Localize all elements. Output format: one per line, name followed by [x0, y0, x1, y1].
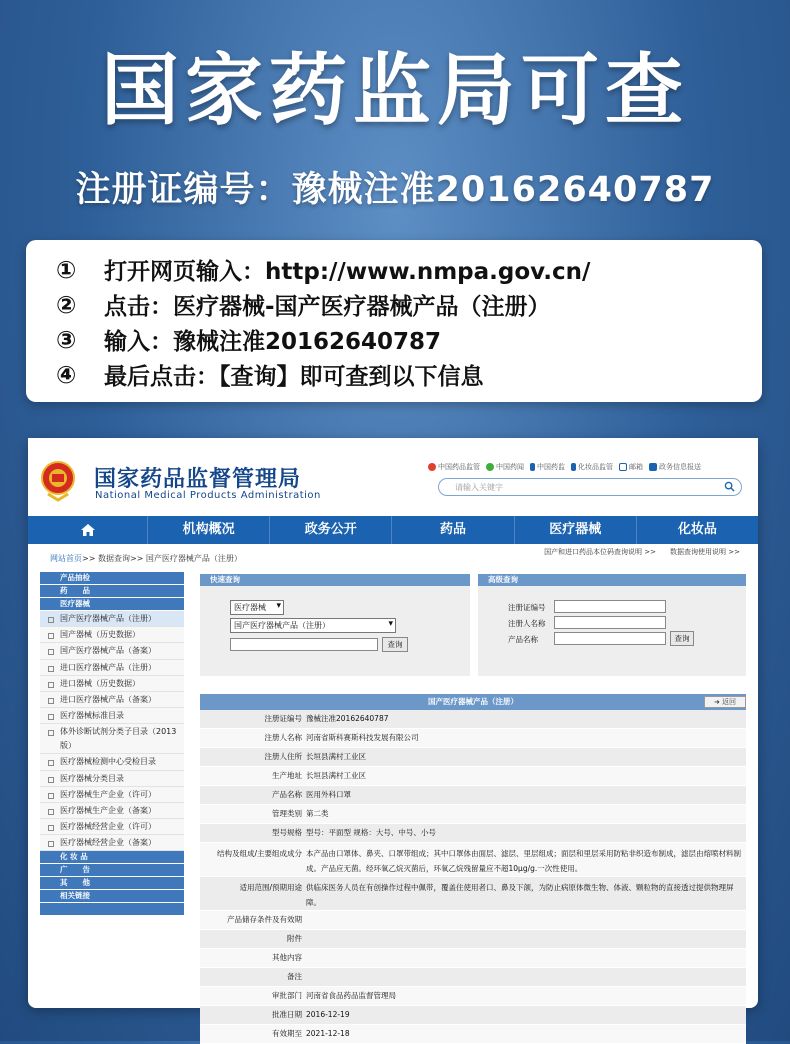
table-row	[200, 748, 746, 767]
step-number: ③	[56, 325, 77, 354]
nav-home[interactable]	[28, 516, 148, 544]
reg-no-input[interactable]	[554, 600, 666, 613]
registrant-input[interactable]	[554, 616, 666, 629]
table-row	[200, 987, 746, 1006]
field-label: 注册证编号	[264, 714, 302, 723]
step-4	[56, 357, 762, 392]
weibo-icon	[428, 463, 436, 471]
top-link[interactable]: 中国药闻	[486, 462, 524, 472]
sidebar-category[interactable]: 广 告	[40, 864, 184, 876]
sidebar-item[interactable]: 医疗器械经营企业（许可）	[40, 819, 184, 835]
field-value: 长垣县满村工业区	[306, 752, 366, 761]
search-icon[interactable]	[724, 481, 735, 492]
national-emblem-icon	[40, 460, 76, 502]
top-link[interactable]: 中国药监	[530, 462, 565, 472]
breadcrumb	[28, 544, 758, 570]
field-value: 长垣县满村工业区	[306, 771, 366, 780]
field-value: 第二类	[306, 809, 329, 818]
headline: 国家药监局可查	[100, 46, 689, 136]
field-label: 管理类别	[272, 809, 302, 818]
site-english-name: National Medical Products Administration	[95, 490, 321, 501]
table-row	[200, 767, 746, 786]
sidebar-item[interactable]: 医疗器械经营企业（备案）	[40, 835, 184, 851]
sidebar-item[interactable]: 国产医疗器械产品（注册）	[40, 611, 184, 627]
registrant-label: 注册人名称	[508, 619, 546, 628]
sidebar-category[interactable]: 药 品	[40, 585, 184, 597]
sidebar-item[interactable]: 医疗器械生产企业（许可）	[40, 787, 184, 803]
sidebar-category[interactable]: 其 他	[40, 877, 184, 889]
sidebar-item[interactable]: 进口医疗器械产品（注册）	[40, 660, 184, 676]
field-value: 2021-12-18	[306, 1029, 350, 1038]
table-row	[200, 1025, 746, 1044]
detail-table	[200, 694, 746, 1044]
field-label: 产品储存条件及有效期	[227, 915, 302, 924]
wechat-icon	[486, 463, 494, 471]
quick-query-panel	[200, 574, 470, 676]
top-links	[428, 462, 701, 472]
report-icon	[649, 463, 657, 471]
nav-item-government-affairs[interactable]: 政务公开	[270, 516, 392, 544]
field-value: 型号：平面型 规格：大号、中号、小号	[306, 828, 436, 837]
field-value: 本产品由口罩体、鼻夹、口罩带组成；其中口罩体由面层、滤层、里层组成；面层和里层采用防粘非织造布制成，滤层由熔喷材料制成。产品应无菌。经环氧乙烷灭菌后，环氧乙烷残留量应不超10μg/g.一次性使用。	[306, 849, 741, 873]
nav-item-drugs[interactable]: 药品	[392, 516, 514, 544]
sidebar-item[interactable]: 进口医疗器械产品（备案）	[40, 692, 184, 708]
nav-item-cosmetics[interactable]: 化妆品	[677, 522, 717, 537]
field-label: 注册人名称	[264, 733, 302, 742]
field-label: 型号规格	[272, 828, 302, 837]
sidebar-item[interactable]: 体外诊断试剂分类子目录（2013版）	[40, 724, 184, 754]
table-row	[200, 1006, 746, 1025]
sidebar-category[interactable]: 医疗器械	[40, 598, 184, 610]
detail-rows	[200, 710, 746, 1044]
database-select[interactable]: 国产医疗器械产品（注册） ▾	[230, 618, 396, 633]
quick-query-title: 快速查询	[200, 574, 470, 586]
field-value	[304, 930, 746, 948]
table-row	[200, 805, 746, 824]
phone-icon	[530, 463, 535, 471]
field-label: 结构及组成/主要组成成分	[216, 849, 302, 858]
sidebar-item[interactable]: 医疗器械检测中心受检目录	[40, 754, 184, 770]
step-2	[56, 287, 762, 322]
product-name-label: 产品名称	[508, 635, 538, 644]
table-row	[200, 968, 746, 987]
field-label: 有效期至	[272, 1029, 302, 1038]
table-row	[200, 949, 746, 968]
nav-item-about[interactable]: 机构概况	[148, 516, 270, 544]
table-row	[200, 786, 746, 805]
field-label: 批准日期	[272, 1010, 302, 1019]
sidebar	[40, 572, 184, 915]
sidebar-item[interactable]: 医疗器械分类目录	[40, 771, 184, 787]
step-text: 输入：豫械注准20162640787	[104, 329, 442, 355]
query-help-link[interactable]: 数据查询使用说明 >>	[670, 548, 740, 556]
sidebar-item[interactable]: 进口器械（历史数据）	[40, 676, 184, 692]
site-chinese-name: 国家药品监督管理局	[94, 467, 302, 492]
table-row	[200, 824, 746, 843]
website-screenshot	[28, 438, 758, 1038]
back-button[interactable]: ➜ 返回	[704, 696, 746, 708]
field-value: 河南省食品药品监督管理局	[306, 991, 396, 1000]
field-label: 生产地址	[272, 771, 302, 780]
step-number: ①	[56, 255, 77, 284]
sidebar-item[interactable]: 国产器械（历史数据）	[40, 627, 184, 643]
phone-icon	[571, 463, 576, 471]
field-label: 备注	[287, 972, 302, 981]
table-row	[200, 930, 746, 949]
sidebar-category[interactable]: 化 妆 品	[40, 851, 184, 863]
category-select[interactable]: 医疗器械 ▾	[230, 600, 284, 615]
step-1	[56, 252, 762, 287]
search-placeholder: 请输入关键字	[455, 483, 503, 492]
step-3	[56, 322, 762, 357]
field-label: 附件	[287, 934, 302, 943]
advanced-query-button[interactable]: 查询	[670, 631, 694, 646]
product-name-input[interactable]	[554, 632, 666, 645]
breadcrumb-home-link[interactable]: 网站首页	[50, 554, 82, 563]
field-label: 审批部门	[272, 991, 302, 1000]
field-value	[304, 968, 746, 986]
top-link[interactable]: 政务信息报送	[649, 462, 701, 472]
field-label: 注册人住所	[264, 752, 302, 761]
breadcrumb-path: >> 数据查询>> 国产医疗器械产品（注册）	[82, 554, 242, 563]
field-label: 产品名称	[272, 790, 302, 799]
quick-query-button[interactable]: 查询	[382, 637, 408, 652]
field-value: 河南省斯科赛斯科技发展有限公司	[306, 733, 419, 742]
reg-no-label: 注册证编号	[508, 603, 546, 612]
sidebar-item[interactable]: 医疗器械生产企业（备案）	[40, 803, 184, 819]
sidebar-category[interactable]: 相关链接	[40, 890, 184, 902]
step-number: ②	[56, 290, 77, 319]
step-text: 最后点击：【查询】即可查到以下信息	[104, 364, 484, 390]
table-row	[200, 877, 746, 911]
step-number: ④	[56, 360, 77, 389]
quick-query-input[interactable]	[230, 638, 378, 651]
step-text: 打开网页输入：http://www.nmpa.gov.cn/	[104, 259, 591, 285]
sidebar-item[interactable]: 医疗器械标准目录	[40, 708, 184, 724]
table-row	[200, 843, 746, 877]
site-header	[28, 438, 758, 516]
field-label: 其他内容	[272, 953, 302, 962]
sidebar-item[interactable]: 国产医疗器械产品（备案）	[40, 643, 184, 659]
top-link[interactable]: 化妆品监管	[571, 462, 613, 472]
detail-title-text: 国产医疗器械产品（注册）	[428, 697, 518, 706]
main-nav	[28, 516, 758, 544]
instruction-panel	[26, 240, 762, 402]
field-value	[304, 911, 746, 929]
detail-title	[200, 694, 746, 710]
table-row	[200, 729, 746, 748]
site-search-input[interactable]	[438, 478, 742, 496]
sidebar-category[interactable]: 产品抽检	[40, 572, 184, 584]
field-value: 医用外科口罩	[306, 790, 351, 799]
home-icon	[80, 523, 96, 537]
field-value: 供临床医务人员在有创操作过程中佩带，覆盖住使用者口、鼻及下颌，为防止病原体微生物、体液、颗粒物的直接透过提供物理屏障。	[306, 883, 734, 907]
field-value: 2016-12-19	[306, 1010, 350, 1019]
advanced-query-title: 高级查询	[478, 574, 746, 586]
sidebar-footer	[40, 903, 184, 915]
mail-icon	[619, 463, 627, 471]
top-link[interactable]: 邮箱	[619, 462, 643, 472]
registration-number-line: 注册证编号：豫械注准20162640787	[75, 170, 715, 210]
drug-code-help-link[interactable]: 国产和进口药品本位码查询说明 >>	[544, 548, 657, 556]
field-label: 适用范围/预期用途	[239, 883, 302, 892]
nav-item-medical-devices[interactable]: 医疗器械	[515, 516, 637, 544]
step-text: 点击：医疗器械-国产医疗器械产品（注册）	[104, 294, 551, 320]
field-value	[304, 949, 746, 967]
table-row	[200, 911, 746, 930]
advanced-query-panel	[478, 574, 746, 676]
table-row	[200, 710, 746, 729]
top-link[interactable]: 中国药品监管	[428, 462, 480, 472]
field-value: 豫械注准20162640787	[306, 714, 389, 723]
